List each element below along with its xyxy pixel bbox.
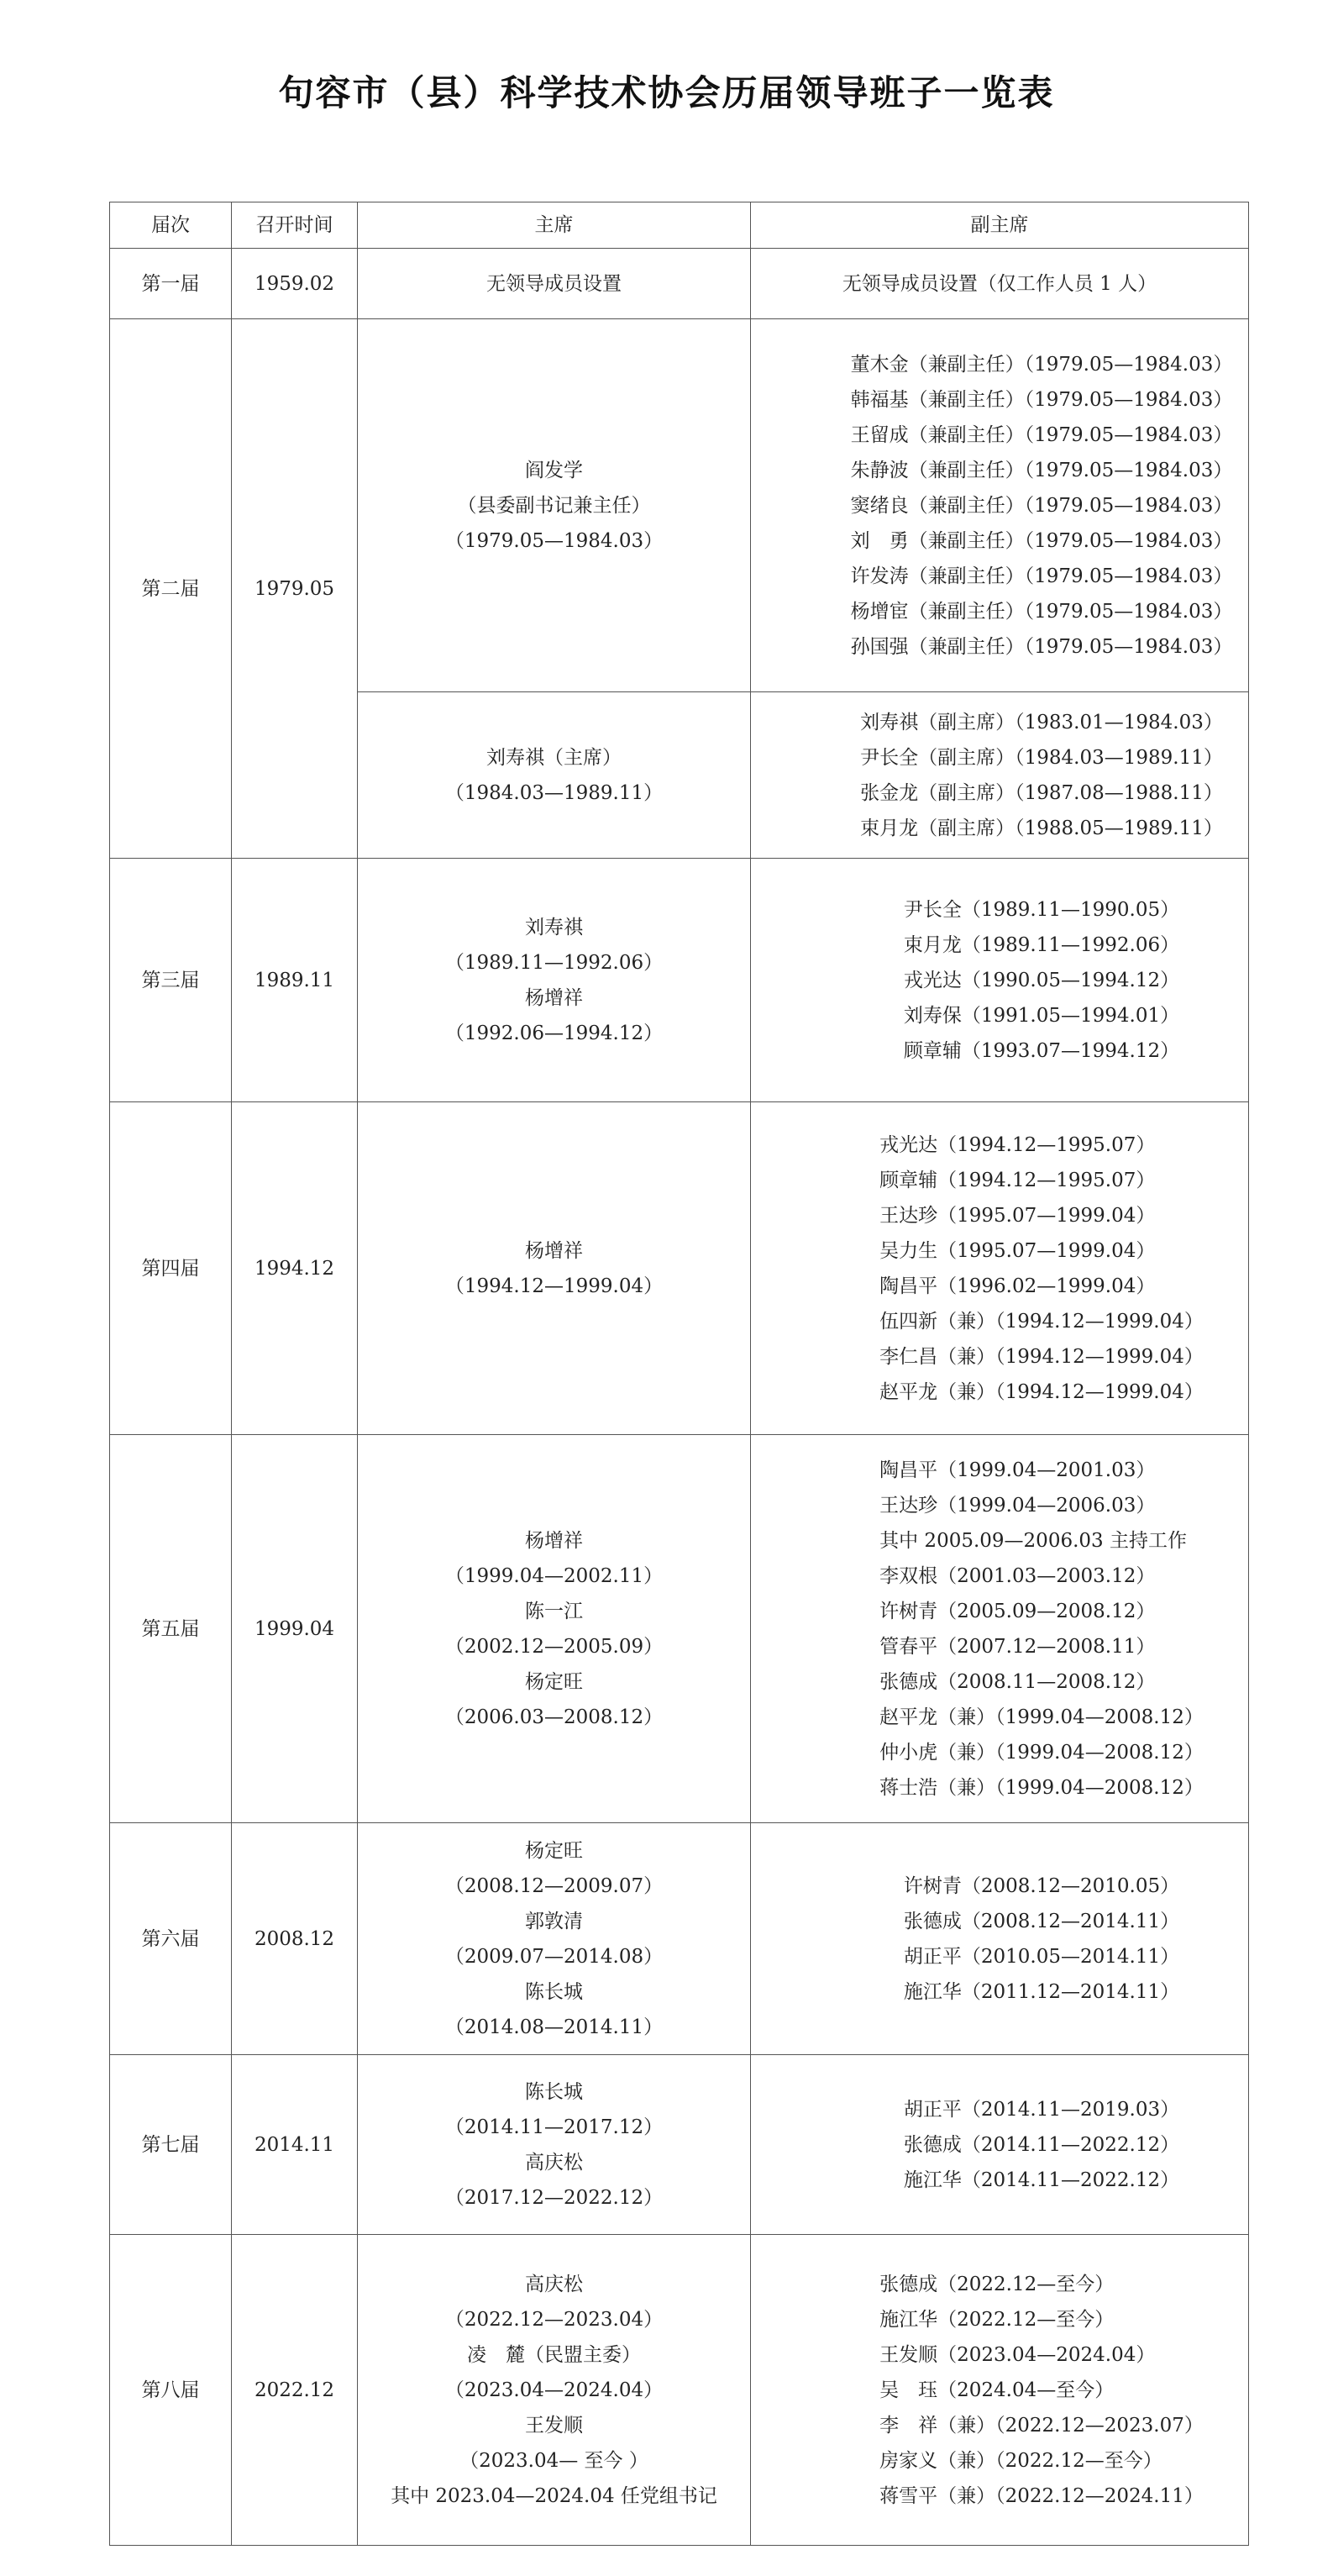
chair-line: （2023.04— 至今 ） <box>459 2449 648 2472</box>
vice-line: 张德成（2008.11—2008.12） <box>879 1670 1156 1693</box>
header-session: 届次 <box>110 202 232 249</box>
vice-line: 王留成（兼副主任）（1979.05—1984.03） <box>850 423 1233 446</box>
chair-line: （1989.11—1992.06） <box>444 951 664 974</box>
chair-line: 刘寿祺 <box>525 916 583 938</box>
chair-line: （2022.12—2023.04） <box>444 2308 664 2331</box>
session-cell: 第五届 <box>110 1435 232 1823</box>
vice-line: 李双根（2001.03—2003.12） <box>879 1564 1156 1587</box>
page-title: 句容市（县）科学技术协会历届领导班子一览表 <box>278 72 1055 113</box>
vice-cell <box>751 692 1249 859</box>
chair-cell <box>358 859 751 1102</box>
date-cell: 1959.02 <box>232 249 358 319</box>
chair-line: （县委副书记兼主任） <box>457 494 651 517</box>
chair-cell <box>358 2055 751 2235</box>
chair-line: 凌 麓（民盟主委） <box>467 2343 641 2366</box>
chair-line: （2009.07—2014.08） <box>444 1945 664 1968</box>
chair-line: 陈长城 <box>525 2080 583 2103</box>
vice-line: 刘 勇（兼副主任）（1979.05—1984.03） <box>850 529 1233 552</box>
chair-line: 杨增祥 <box>525 986 583 1009</box>
chair-line: 刘寿祺（主席） <box>486 746 622 769</box>
chair-line: 杨定旺 <box>525 1670 583 1693</box>
session-cell: 第四届 <box>110 1102 232 1435</box>
vice-line: 刘寿祺（副主席）（1983.01—1984.03） <box>860 711 1223 733</box>
session-cell: 第七届 <box>110 2055 232 2235</box>
table-row <box>110 1823 1249 2055</box>
vice-line: 杨增宦（兼副主任）（1979.05—1984.03） <box>850 600 1233 623</box>
table-row <box>110 859 1249 1102</box>
chair-cell <box>358 249 751 319</box>
table-header-row <box>110 202 1249 249</box>
table-row <box>110 1102 1249 1435</box>
table-row <box>110 2235 1249 2546</box>
date-cell: 1979.05 <box>232 319 358 859</box>
vice-line: 胡正平（2014.11—2019.03） <box>903 2098 1180 2121</box>
vice-line: 尹长全（1989.11—1990.05） <box>903 898 1180 921</box>
chair-cell <box>358 319 751 692</box>
vice-line: 王发顺（2023.04—2024.04） <box>879 2343 1156 2366</box>
vice-line: 戎光达（1994.12—1995.07） <box>879 1133 1156 1156</box>
date-cell: 1994.12 <box>232 1102 358 1435</box>
vice-line: 管春平（2007.12—2008.11） <box>879 1635 1156 1658</box>
vice-line: 房家义（兼）（2022.12—至今） <box>879 2449 1162 2472</box>
vice-line: 孙国强（兼副主任）（1979.05—1984.03） <box>850 635 1233 658</box>
vice-line: 许树青（2005.09—2008.12） <box>879 1600 1156 1622</box>
vice-line: 李仁昌（兼）（1994.12—1999.04） <box>879 1345 1204 1368</box>
date-cell: 1999.04 <box>232 1435 358 1823</box>
date-cell: 1989.11 <box>232 859 358 1102</box>
vice-line: 仲小虎（兼）（1999.04—2008.12） <box>879 1741 1204 1764</box>
chair-cell <box>358 1102 751 1435</box>
vice-line: 尹长全（副主席）（1984.03—1989.11） <box>860 746 1223 769</box>
session-cell: 第一届 <box>110 249 232 319</box>
table-row <box>110 1435 1249 1823</box>
vice-line: 顾章辅（1994.12—1995.07） <box>879 1169 1156 1191</box>
table-row <box>110 319 1249 692</box>
vice-line: 赵平龙（兼）（1999.04—2008.12） <box>879 1706 1204 1728</box>
vice-cell <box>751 1823 1249 2055</box>
chair-line: （2006.03—2008.12） <box>444 1706 664 1728</box>
chair-line: 高庆松 <box>525 2151 583 2174</box>
chair-line: 阎发学 <box>525 459 583 481</box>
vice-line: 蒋雪平（兼）（2022.12—2024.11） <box>879 2484 1204 2507</box>
vice-line: 胡正平（2010.05—2014.11） <box>903 1945 1180 1968</box>
chair-cell <box>358 1823 751 2055</box>
vice-line: 无领导成员设置（仅工作人员 1 人） <box>842 272 1157 295</box>
session-cell: 第三届 <box>110 859 232 1102</box>
vice-line: 蒋士浩（兼）（1999.04—2008.12） <box>879 1776 1204 1799</box>
chair-line: （2017.12—2022.12） <box>444 2186 664 2209</box>
date-cell: 2014.11 <box>232 2055 358 2235</box>
vice-line: 李 祥（兼）（2022.12—2023.07） <box>879 2414 1204 2437</box>
leadership-table <box>109 202 1249 2546</box>
vice-line: 其中 2005.09—2006.03 主持工作 <box>879 1529 1187 1552</box>
chair-line: （2023.04—2024.04） <box>444 2379 664 2401</box>
vice-line: 束月龙（副主席）（1988.05—1989.11） <box>860 817 1223 839</box>
session-cell: 第二届 <box>110 319 232 859</box>
chair-line: （1992.06—1994.12） <box>444 1022 664 1044</box>
chair-line: 杨增祥 <box>525 1529 583 1552</box>
chair-line: （2002.12—2005.09） <box>444 1635 664 1658</box>
vice-line: 赵平龙（兼）（1994.12—1999.04） <box>879 1380 1204 1403</box>
chair-line: （2014.08—2014.11） <box>444 2016 664 2038</box>
vice-line: 施江华（2022.12—至今） <box>879 2308 1115 2331</box>
vice-line: 张德成（2008.12—2014.11） <box>903 1910 1180 1932</box>
chair-line: 杨增祥 <box>525 1239 583 1262</box>
vice-line: 吴力生（1995.07—1999.04） <box>879 1239 1156 1262</box>
vice-line: 朱静波（兼副主任）（1979.05—1984.03） <box>850 459 1233 481</box>
header-chair: 主席 <box>358 202 751 249</box>
vice-cell <box>751 1435 1249 1823</box>
vice-line: 窦绪良（兼副主任）（1979.05—1984.03） <box>850 494 1233 517</box>
vice-line: 伍四新（兼）（1994.12—1999.04） <box>879 1310 1204 1333</box>
chair-line: （1994.12—1999.04） <box>444 1275 664 1297</box>
session-cell: 第六届 <box>110 1823 232 2055</box>
vice-line: 张金龙（副主席）（1987.08—1988.11） <box>860 781 1223 804</box>
chair-line: （1984.03—1989.11） <box>444 781 664 804</box>
vice-cell <box>751 1102 1249 1435</box>
vice-line: 吴 珏（2024.04—至今） <box>879 2379 1115 2401</box>
chair-line: 陈长城 <box>525 1980 583 2003</box>
chair-line: 王发顺 <box>525 2414 583 2437</box>
session-cell: 第八届 <box>110 2235 232 2546</box>
chair-line: 郭敦清 <box>525 1910 583 1932</box>
vice-line: 许发涛（兼副主任）（1979.05—1984.03） <box>850 565 1233 587</box>
vice-cell <box>751 2235 1249 2546</box>
chair-line: （2008.12—2009.07） <box>444 1874 664 1897</box>
chair-line: 陈一江 <box>525 1600 583 1622</box>
vice-line: 刘寿保（1991.05—1994.01） <box>903 1004 1180 1027</box>
vice-line: 顾章辅（1993.07—1994.12） <box>903 1039 1180 1062</box>
vice-line: 张德成（2014.11—2022.12） <box>903 2133 1180 2156</box>
chair-cell <box>358 1435 751 1823</box>
date-cell: 2008.12 <box>232 1823 358 2055</box>
chair-line: （1979.05—1984.03） <box>444 529 664 552</box>
vice-line: 董木金（兼副主任）（1979.05—1984.03） <box>850 353 1233 376</box>
vice-line: 王达珍（1995.07—1999.04） <box>879 1204 1156 1227</box>
chair-line: （2014.11—2017.12） <box>444 2116 664 2138</box>
date-cell: 2022.12 <box>232 2235 358 2546</box>
header-date: 召开时间 <box>232 202 358 249</box>
vice-line: 王达珍（1999.04—2006.03） <box>879 1494 1156 1517</box>
chair-line: （1999.04—2002.11） <box>444 1564 664 1587</box>
vice-line: 施江华（2014.11—2022.12） <box>903 2169 1180 2191</box>
table-row <box>110 249 1249 319</box>
chair-line: 高庆松 <box>525 2273 583 2295</box>
vice-line: 施江华（2011.12—2014.11） <box>903 1980 1180 2003</box>
vice-line: 戎光达（1990.05—1994.12） <box>903 969 1180 991</box>
vice-cell <box>751 859 1249 1102</box>
chair-cell <box>358 692 751 859</box>
vice-line: 陶昌平（1996.02—1999.04） <box>879 1275 1156 1297</box>
vice-line: 陶昌平（1999.04—2001.03） <box>879 1459 1156 1481</box>
chair-line: 无领导成员设置 <box>486 272 622 295</box>
header-vice: 副主席 <box>751 202 1249 249</box>
chair-line: 杨定旺 <box>525 1839 583 1862</box>
vice-line: 韩福基（兼副主任）（1979.05—1984.03） <box>850 388 1233 411</box>
chair-cell <box>358 2235 751 2546</box>
vice-cell <box>751 249 1249 319</box>
vice-cell <box>751 2055 1249 2235</box>
vice-line: 束月龙（1989.11—1992.06） <box>903 933 1180 956</box>
chair-line: 其中 2023.04—2024.04 任党组书记 <box>391 2484 717 2507</box>
vice-cell <box>751 319 1249 692</box>
vice-line: 张德成（2022.12—至今） <box>879 2273 1115 2295</box>
vice-line: 许树青（2008.12—2010.05） <box>903 1874 1180 1897</box>
table-row <box>110 2055 1249 2235</box>
